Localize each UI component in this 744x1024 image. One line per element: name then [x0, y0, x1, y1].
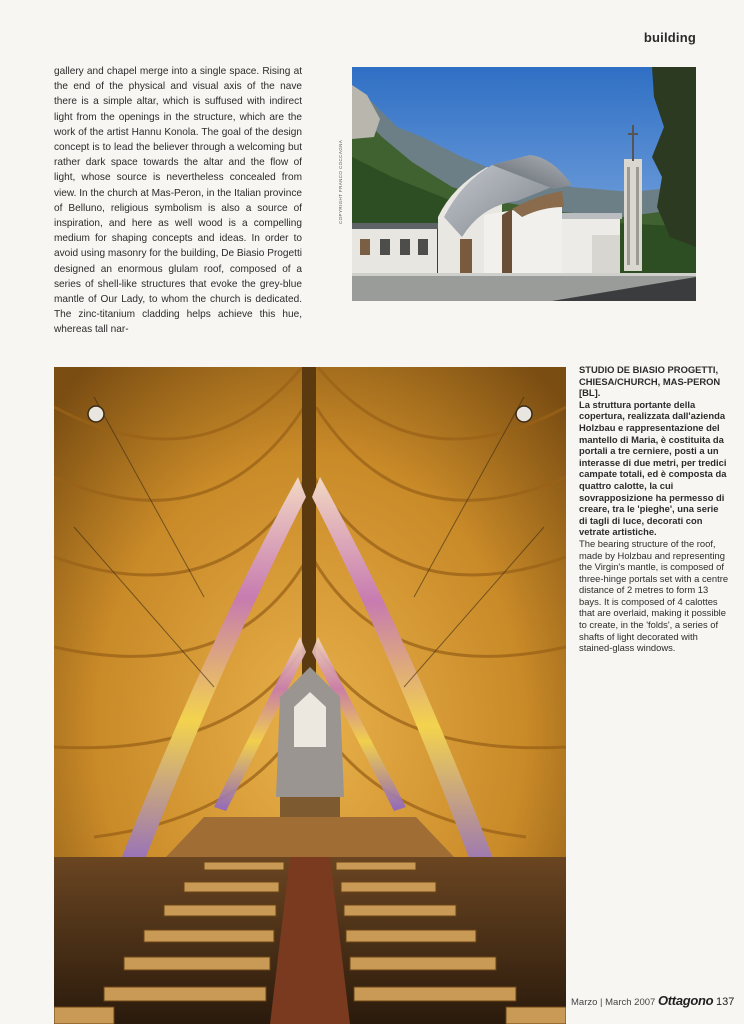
- page-number: 137: [715, 996, 735, 1008]
- article-body: gallery and chapel merge into a single space. Rising at the end of the physical and visual axis of the nave there is a simple altar, which is suffused with indirect light from the openings in the structure, which are the work of the artist Hannu Konola. The goal of the design concept is to lead the believer through a welcoming but rather dark space towards the altar and the flow of light, whose source is nevertheless concealed from view. In the church at Mas-Peron, in the Italian province of Belluno, religious symbolism is also a source of inspiration, and here as well wood is a compelling medium for shaping concepts and ideas. In order to avoid using masonry for the building, De Biasio Progetti designed an enormous glulam roof, composed of a series of shell-like structures that evoke the grey-blue mantle of Our Lady, to whom the church is dedicated. The zinc-titanium cladding helps achieve this hue, whereas tall nar-: [54, 66, 302, 336]
- church-interior-photo: [54, 367, 566, 1024]
- page-footer: [571, 993, 741, 1008]
- photo-credit: COPYRIGHT FRANCO COCCAGNA: [338, 139, 343, 224]
- issue-date: Marzo | March 2007: [571, 997, 656, 1008]
- photo-caption: [579, 364, 729, 654]
- church-exterior-photo: [352, 67, 696, 301]
- section-tag: building: [643, 30, 696, 45]
- caption-italian: La struttura portante della copertura, realizzata dall'azienda Holzbau e rappresentazione del mantello di Maria, è costituita da portali a tre cerniere, posti a un interasse di due metri, per tredici campate totali, ed è composta da quattro calotte, la cui sovrapposizione ha permesso di creare, tra le 'pieghe', una serie di tagli di luce, decorati con vetrate artistiche.: [579, 398, 727, 538]
- caption-english: The bearing structure of the roof, made by Holzbau and representing the Virgin's mantle, is composed of three-hinge portals set with a centre distance of 2 metres to form 13 bays. It is composed of 4 calottes that are overlaid, making it possible to create, in the 'folds', a series of shafts of light decorated with stained-glass windows.: [579, 537, 729, 654]
- magazine-name: Ottagono: [657, 993, 714, 1008]
- caption-title: STUDIO DE BIASIO PROGETTI, CHIESA/CHURCH, MAS-PERON [BL].: [579, 364, 721, 399]
